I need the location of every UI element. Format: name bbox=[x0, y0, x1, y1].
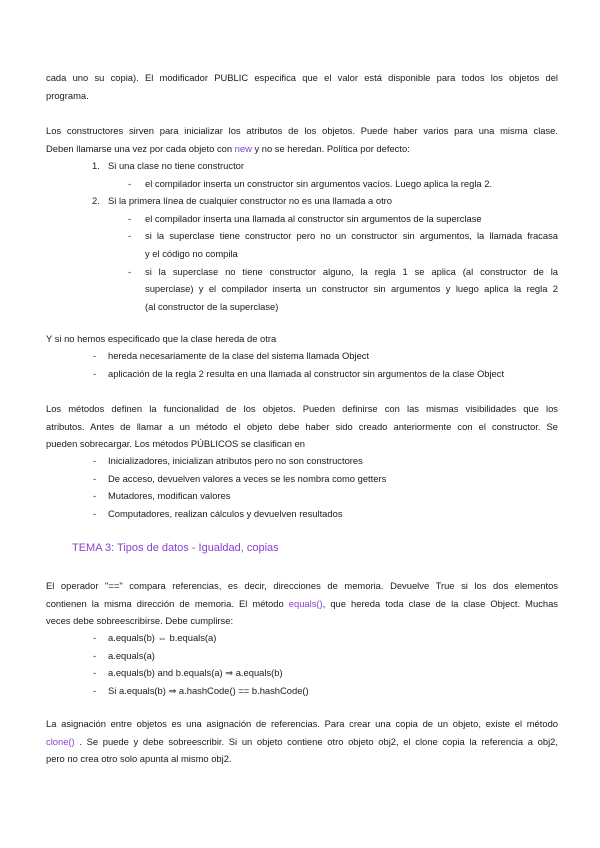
list-item-text: el compilador inserta un constructor sin argumentos vacíos. Luego aplica la regla 2. bbox=[145, 177, 493, 189]
text-line: (al constructor de la superclase) bbox=[145, 300, 279, 312]
paragraph-public-modifier bbox=[46, 69, 558, 104]
paragraph-equality bbox=[46, 577, 558, 630]
list-item-text: Computadores, realizan cálculos y devuelven resultados bbox=[108, 507, 343, 519]
list-item bbox=[0, 157, 600, 175]
text-line: Y si no hemos especificado que la clase hereda de otra bbox=[46, 333, 277, 344]
text-line bbox=[46, 595, 558, 613]
list-number: 1. bbox=[92, 160, 100, 171]
list-subitem bbox=[0, 263, 600, 316]
text-line: si la superclase no tiene constructor alguno, la regla 1 se aplica (al constructor de la bbox=[145, 265, 558, 277]
list-item-text: De acceso, devuelven valores a veces se les nombra como getters bbox=[108, 472, 387, 484]
dash-bullet: - bbox=[93, 455, 97, 466]
list-item bbox=[0, 192, 600, 210]
list-item bbox=[0, 682, 600, 700]
list-item bbox=[0, 347, 600, 365]
list-item bbox=[0, 470, 600, 488]
text-segment: . Se puede y debe sobreescribir. Si un objeto contiene otro objeto obj2, el clone copia la referencia a obj2, bbox=[74, 735, 558, 747]
list-subitem bbox=[0, 210, 600, 228]
list-item bbox=[0, 505, 600, 523]
text-line: Los métodos definen la funcionalidad de los objetos. Pueden definirse con las mismas visibilidades que los bbox=[46, 403, 558, 414]
list-item-text: Si a.equals(b) ⇒ a.hashCode() == b.hashCode() bbox=[108, 684, 309, 696]
inheritance-list bbox=[0, 347, 600, 382]
dash-bullet: - bbox=[128, 265, 132, 277]
list-subitem bbox=[0, 227, 600, 262]
list-item bbox=[0, 487, 600, 505]
paragraph-constructors bbox=[46, 122, 558, 157]
list-item bbox=[0, 647, 600, 665]
text-segment: y no se heredan. Política por defecto: bbox=[251, 142, 410, 154]
equals-rules-list bbox=[0, 629, 600, 699]
paragraph-inheritance bbox=[46, 330, 558, 348]
dash-bullet: - bbox=[93, 507, 97, 519]
dash-bullet: - bbox=[93, 649, 97, 661]
text-line: superclase) y el compilador inserta un constructor sin argumentos y luego aplica la regla 2 bbox=[145, 283, 558, 295]
text-line: programa. bbox=[46, 89, 89, 101]
list-item-text: Mutadores, modifican valores bbox=[108, 490, 231, 502]
list-item bbox=[0, 452, 600, 470]
paragraph-methods bbox=[46, 400, 558, 453]
text-line: pero no crea otro solo apunta al mismo obj2. bbox=[46, 753, 232, 764]
dash-bullet: - bbox=[93, 684, 97, 696]
keyword-new: new bbox=[234, 142, 252, 154]
dash-bullet: - bbox=[93, 350, 97, 361]
text-line: Los constructores sirven para inicializar los atributos de los objetos. Puede haber varios para una misma clase. bbox=[46, 125, 558, 136]
list-item-text: a.equals(a) bbox=[108, 649, 155, 661]
text-line bbox=[46, 733, 558, 751]
default-policy-list bbox=[0, 157, 600, 315]
list-item-text bbox=[145, 227, 558, 262]
text-line: si la superclase tiene constructor pero no un constructor sin argumentos, la llamada fracasa bbox=[145, 230, 558, 242]
list-item bbox=[0, 629, 600, 647]
dash-bullet: - bbox=[93, 667, 97, 679]
list-number: 2. bbox=[92, 195, 100, 207]
dash-bullet: - bbox=[128, 230, 132, 242]
text-line: cada uno su copia). El modificador PUBLIC especifica que el valor está disponible para todos los objetos del bbox=[46, 72, 558, 83]
dash-bullet: - bbox=[93, 472, 97, 484]
text-segment: contienen la misma dirección de memoria. El método bbox=[46, 597, 289, 609]
list-item-text: Si la primera línea de cualquier constructor no es una llamada a otro bbox=[108, 195, 393, 207]
text-line: y el código no compila bbox=[145, 247, 238, 259]
text-line: El operador "==" compara referencias, es decir, direcciones de memoria. Devuelve True si los dos elementos bbox=[46, 580, 558, 591]
list-item-text: a.equals(b) ⇔ b.equals(a) bbox=[108, 632, 217, 643]
dash-bullet: - bbox=[93, 367, 97, 379]
list-item bbox=[0, 365, 600, 383]
dash-bullet: - bbox=[128, 212, 132, 224]
text-line bbox=[46, 140, 558, 158]
dash-bullet: - bbox=[93, 632, 97, 643]
list-item-text: aplicación de la regla 2 resulta en una llamada al constructor sin argumentos de la clase Object bbox=[108, 367, 505, 379]
list-item-text: hereda necesariamente de la clase del sistema llamada Object bbox=[108, 350, 370, 361]
text-line: La asignación entre objetos es una asignación de referencias. Para crear una copia de un objeto, existe el método bbox=[46, 718, 558, 729]
paragraph-clone bbox=[46, 715, 558, 768]
list-item-text: Si una clase no tiene constructor bbox=[108, 160, 245, 171]
section-heading: TEMA 3: Tipos de datos - Igualdad, copias bbox=[72, 542, 279, 554]
list-subitem bbox=[0, 175, 600, 193]
text-line: veces debe sobreescribirse. Debe cumplirse: bbox=[46, 615, 234, 626]
keyword-clone: clone() bbox=[46, 735, 75, 747]
list-item-text: a.equals(b) and b.equals(a) ⇒ a.equals(b) bbox=[108, 667, 283, 679]
text-segment: , que hereda toda clase de la clase Object. Muchas bbox=[322, 597, 558, 609]
list-item bbox=[0, 664, 600, 682]
dash-bullet: - bbox=[93, 490, 97, 502]
keyword-equals: equals() bbox=[288, 597, 323, 609]
text-line: atributos. Antes de llamar a un método el objeto debe haber sido creado anteriormente con el constructor. Se bbox=[46, 420, 558, 432]
list-item-text bbox=[145, 263, 558, 316]
dash-bullet: - bbox=[128, 177, 132, 189]
text-segment: Deben llamarse una vez por cada objeto con bbox=[46, 142, 235, 154]
list-item-text: el compilador inserta una llamada al constructor sin argumentos de la superclase bbox=[145, 212, 482, 224]
text-line: pueden sobrecargar. Los métodos PÚBLICOS se clasifican en bbox=[46, 438, 305, 449]
public-methods-list bbox=[0, 452, 600, 522]
list-item-text: Inicializadores, inicializan atributos pero no son constructores bbox=[108, 455, 363, 466]
